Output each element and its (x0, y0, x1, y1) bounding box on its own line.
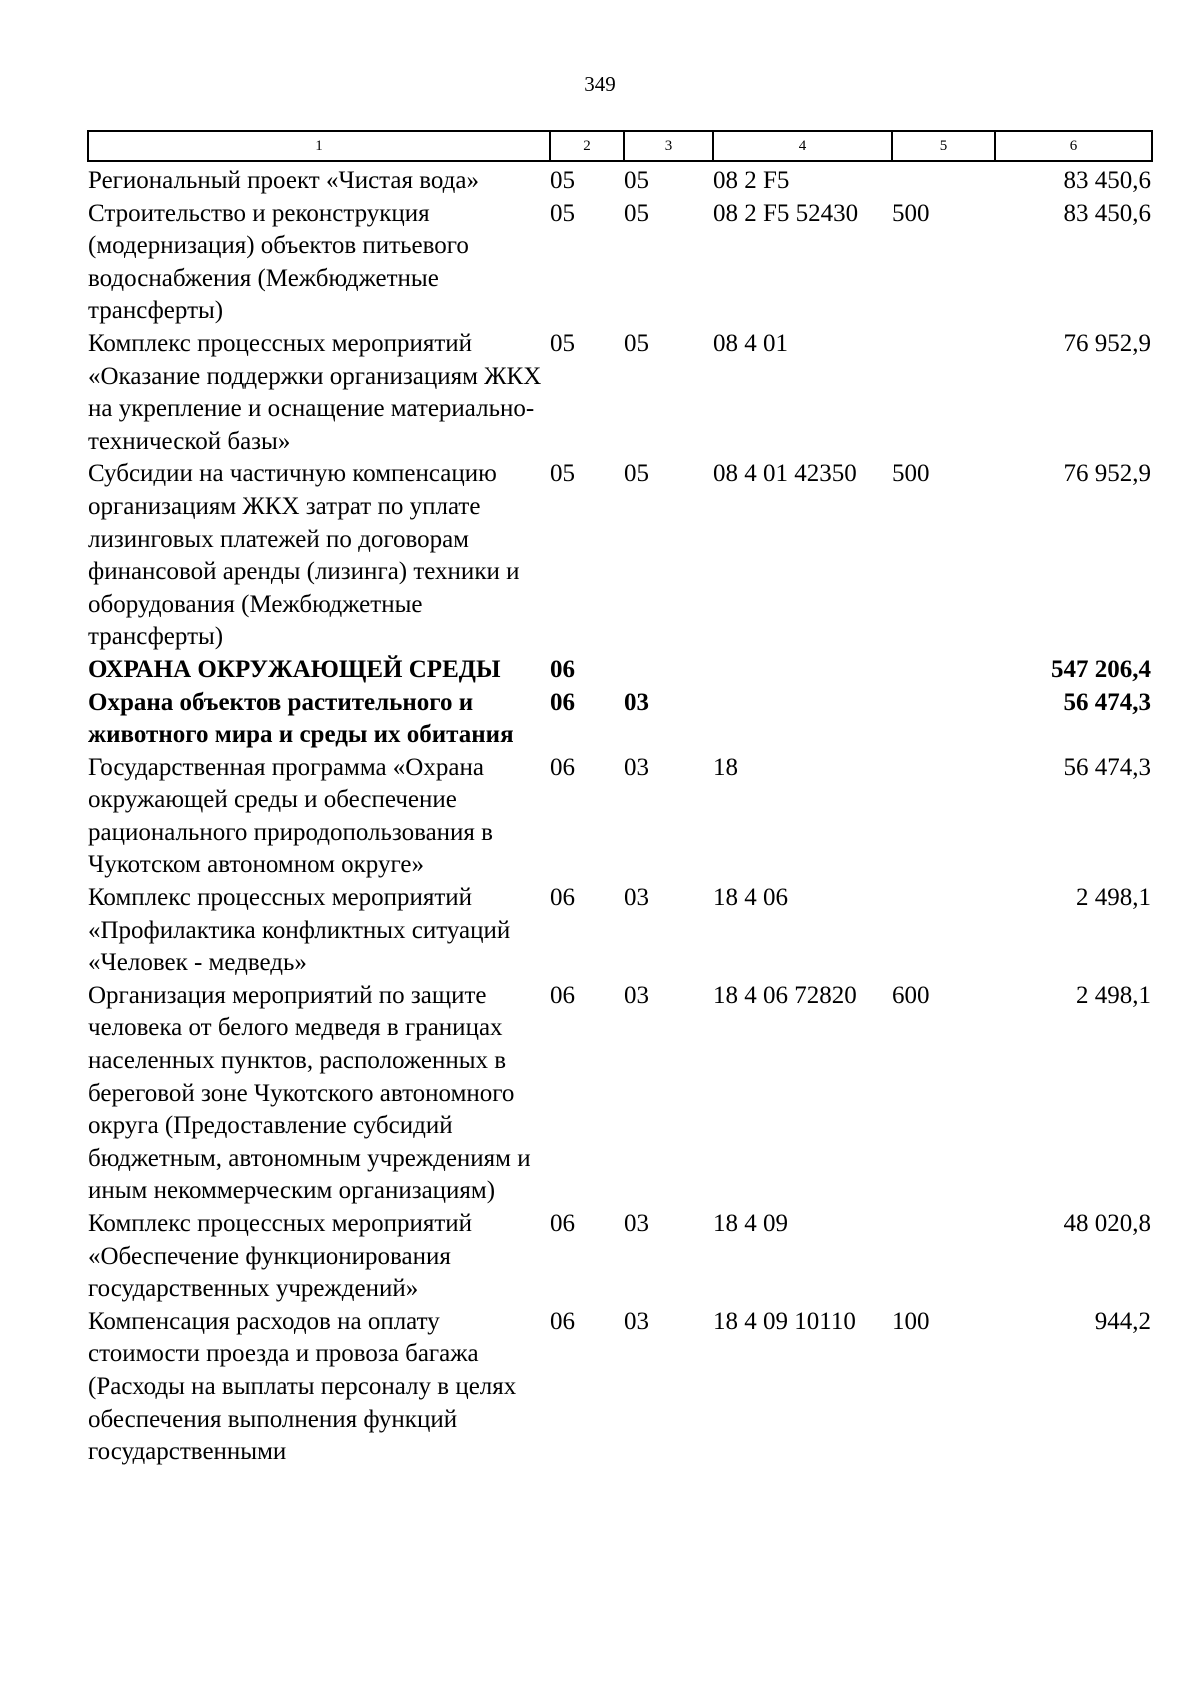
row-section-cell: 05 (550, 199, 575, 227)
row-expense-type-cell (892, 161, 995, 198)
row-section-cell: 06 (550, 753, 575, 781)
row-target-article-cell (713, 687, 892, 752)
table-row (88, 328, 1152, 458)
row-target-article-cell (713, 654, 892, 687)
table-row (88, 1208, 1152, 1306)
row-section-cell: 05 (550, 460, 575, 488)
column-header-6: 6 (995, 131, 1152, 161)
column-header-1: 1 (88, 131, 550, 161)
row-section-cell: 06 (550, 1307, 575, 1335)
row-subsection-cell: 05 (624, 329, 649, 357)
row-section-cell: 05 (550, 329, 575, 357)
table-row (88, 198, 1152, 328)
table-row (88, 882, 1152, 980)
row-subsection-cell: 03 (624, 1210, 649, 1237)
row-amount-cell: 547 206,4 (1051, 655, 1151, 683)
row-amount-cell: 76 952,9 (1063, 329, 1151, 357)
row-expense-type-cell (892, 687, 995, 752)
row-expense-type-cell: 500 (892, 199, 930, 227)
row-subsection-cell: 03 (624, 1307, 649, 1335)
row-expense-type-cell: 500 (892, 460, 930, 488)
row-target-article-cell: 08 4 01 (713, 329, 788, 357)
row-amount-cell: 56 474,3 (1063, 688, 1151, 716)
row-subsection-cell: 05 (624, 199, 649, 227)
table-body (88, 161, 1152, 1469)
row-subsection-cell: 03 (624, 688, 649, 716)
table-row (88, 752, 1152, 882)
row-amount-cell: 944,2 (1094, 1307, 1151, 1335)
row-subsection-cell: 03 (624, 884, 649, 912)
row-section-cell: 06 (550, 981, 575, 1009)
table-row (88, 458, 1152, 654)
row-section-cell: 06 (550, 1210, 575, 1237)
row-name-cell: Комплекс процессных мероприятий «Профилактика конфликтных ситуаций «Человек - медведь» (88, 884, 511, 977)
row-amount-cell: 56 474,3 (1063, 753, 1151, 781)
row-amount-cell: 48 020,8 (1063, 1210, 1151, 1237)
row-amount-cell: 2 498,1 (1076, 884, 1151, 912)
table-row (88, 687, 1152, 752)
page-number: 349 (584, 72, 616, 96)
row-expense-type-cell: 600 (892, 981, 930, 1009)
column-header-3: 3 (624, 131, 713, 161)
row-amount-cell: 76 952,9 (1063, 460, 1151, 488)
row-subsection-cell: 03 (624, 981, 649, 1009)
table-row (88, 654, 1152, 687)
row-expense-type-cell (892, 882, 995, 980)
row-expense-type-cell (892, 1208, 995, 1306)
row-expense-type-cell (892, 654, 995, 687)
row-target-article-cell: 08 2 F5 52430 (713, 199, 859, 227)
row-subsection-cell (624, 654, 713, 687)
row-amount-cell: 2 498,1 (1076, 981, 1151, 1009)
row-section-cell: 05 (550, 167, 575, 194)
row-target-article-cell: 08 2 F5 (713, 167, 790, 194)
budget-table (87, 130, 1153, 1469)
row-name-cell: Комплекс процессных мероприятий «Обеспечение функционирования государственных учреждений» (88, 1210, 473, 1303)
row-expense-type-cell (892, 328, 995, 458)
column-header-5: 5 (892, 131, 995, 161)
row-subsection-cell: 05 (624, 167, 649, 194)
row-target-article-cell: 18 4 06 72820 (713, 981, 857, 1009)
row-section-cell: 06 (550, 655, 575, 683)
row-name-cell: Субсидии на частичную компенсацию организациям ЖКХ затрат по уплате лизинговых платежей по договорам финансовой аренды (лизинга) техники и оборудования (Межбюджетные трансферты) (88, 460, 520, 651)
row-name-cell: Комплекс процессных мероприятий «Оказание поддержки организациям ЖКХ на укрепление и оснащение материально-технической базы» (88, 329, 542, 455)
row-name-cell: Охрана объектов растительного и животного мира и среды их обитания (88, 688, 514, 749)
row-section-cell: 06 (550, 688, 575, 716)
row-name-cell: Строительство и реконструкция (модернизация) объектов питьевого водоснабжения (Межбюджетные трансферты) (88, 199, 469, 325)
table-row (88, 980, 1152, 1208)
row-expense-type-cell (892, 752, 995, 882)
row-name-cell: Государственная программа «Охрана окружающей среды и обеспечение рационального природопользования в Чукотском автономном округе» (88, 753, 493, 879)
row-subsection-cell: 05 (624, 460, 649, 488)
table-row (88, 1306, 1152, 1469)
row-name-cell: Компенсация расходов на оплату стоимости проезда и провоза багажа (Расходы на выплаты персоналу в целях обеспечения выполнения функций государственными (88, 1307, 517, 1466)
row-name-cell: Региональный проект «Чистая вода» (88, 167, 479, 194)
table-header-row (88, 131, 1152, 161)
row-amount-cell: 83 450,6 (1063, 167, 1151, 194)
row-target-article-cell: 18 4 09 (713, 1210, 788, 1237)
row-section-cell: 06 (550, 884, 575, 912)
row-amount-cell: 83 450,6 (1063, 199, 1151, 227)
row-target-article-cell: 18 (713, 753, 738, 781)
row-target-article-cell: 08 4 01 42350 (713, 460, 857, 488)
column-header-2: 2 (550, 131, 624, 161)
column-header-4: 4 (713, 131, 892, 161)
row-name-cell: ОХРАНА ОКРУЖАЮЩЕЙ СРЕДЫ (88, 655, 501, 683)
row-expense-type-cell: 100 (892, 1307, 930, 1335)
table-row (88, 161, 1152, 198)
row-subsection-cell: 03 (624, 753, 649, 781)
row-target-article-cell: 18 4 06 (713, 884, 788, 912)
row-name-cell: Организация мероприятий по защите человека от белого медведя в границах населенных пунктов, расположенных в береговой зоне Чукотского автономного округа (Предоставление субсидий бюджетным, автономным учреждениям и иным некоммерческим организациям) (88, 981, 531, 1205)
row-target-article-cell: 18 4 09 10110 (713, 1307, 856, 1335)
